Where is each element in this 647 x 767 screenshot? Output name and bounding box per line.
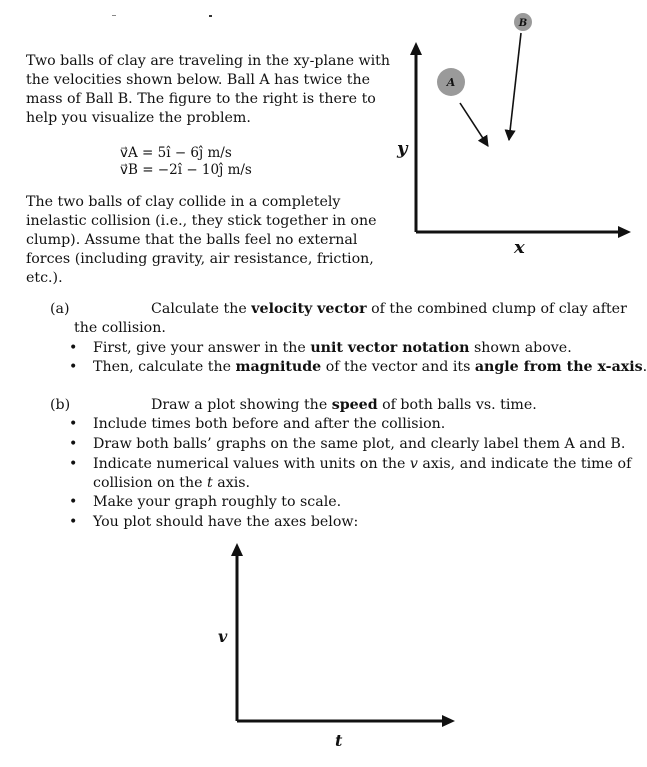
intro-line: the velocities shown below. Ball A has twice the (26, 72, 371, 88)
part-a-bullet (69, 358, 647, 377)
bullet-dot: • (69, 494, 78, 510)
t-axis-label: t (335, 731, 343, 750)
text-span: axis. (212, 475, 251, 491)
collision-line: The two balls of clay collide in a completely (26, 194, 341, 210)
part-a-prompt-line1 (151, 300, 627, 319)
emphasis: unit vector notation (310, 340, 470, 356)
bullet-dot: • (69, 436, 78, 452)
equation-vb: v⃗B = −2î − 10ĵ m/s (120, 162, 252, 178)
text-span: Then, calculate the (93, 359, 236, 375)
part-b-bullet (69, 455, 632, 474)
part-b-bullet (69, 493, 342, 512)
bullet-dot: • (69, 359, 78, 375)
bullet-dot: • (69, 340, 78, 356)
intro-line: help you visualize the problem. (26, 110, 251, 126)
y-axis-arrowhead (410, 42, 422, 55)
text-span: shown above. (469, 340, 572, 356)
bullet-dot: • (69, 416, 78, 432)
x-axis-arrowhead (618, 226, 631, 238)
text-span: of the vector and its (321, 359, 475, 375)
part-a-bullet (69, 339, 572, 358)
t-axis-arrowhead (442, 715, 455, 727)
collision-line: etc.). (26, 270, 63, 286)
v-axis-arrowhead (231, 543, 243, 556)
text-span: Include times both before and after the collision. (93, 416, 446, 432)
intro-line: Two balls of clay are traveling in the xy-plane with (26, 53, 391, 69)
collision-line: forces (including gravity, air resistance, friction, (26, 251, 374, 267)
emphasis: angle from the x-axis (474, 359, 643, 375)
part-b-label: (b) (50, 397, 71, 413)
part-a-label: (a) (50, 301, 70, 317)
velocity-arrow-a (460, 103, 488, 146)
text-span: of the combined clump of clay after (366, 301, 627, 317)
part-b-bullet (69, 415, 446, 434)
text-span: axis, and indicate the time of (417, 456, 632, 472)
text-span: First, give your answer in the (93, 340, 311, 356)
part-b-prompt-line1 (151, 396, 537, 415)
bullet-dot: • (69, 514, 78, 530)
part-a-prompt-line2: the collision. (74, 320, 166, 336)
text-span: Draw both balls’ graphs on the same plot, and clearly label them A and B. (93, 436, 626, 452)
y-axis-label: y (397, 138, 408, 159)
x-axis-label: x (514, 237, 525, 258)
part-b-bullet-continuation (93, 474, 250, 493)
ball-a-label: A (446, 76, 456, 89)
speed-time-axes (0, 530, 633, 767)
part-b-bullet (69, 435, 626, 454)
text-span: You plot should have the axes below: (93, 514, 359, 530)
text-span: . (642, 359, 647, 375)
equation-va: v⃗A = 5î − 6ĵ m/s (120, 145, 232, 161)
velocity-figure (0, 0, 633, 300)
text-span: Draw a plot showing the (151, 397, 332, 413)
emphasis: speed (331, 397, 378, 413)
v-axis-label: v (218, 627, 228, 646)
velocity-arrow-b (509, 33, 521, 140)
emphasis: velocity vector (251, 301, 367, 317)
intro-line: mass of Ball B. The figure to the right is there to (26, 91, 376, 107)
text-span: Indicate numerical values with units on the (93, 456, 410, 472)
text-span: Calculate the (151, 301, 252, 317)
variable: t (207, 475, 213, 491)
collision-line: clump). Assume that the balls feel no external (26, 232, 358, 248)
bullet-dot: • (69, 456, 78, 472)
text-span: collision on the (93, 475, 208, 491)
text-span: of both balls vs. time. (377, 397, 537, 413)
ball-b-label: B (518, 18, 528, 29)
text-span: Make your graph roughly to scale. (93, 494, 342, 510)
emphasis: magnitude (235, 359, 322, 375)
variable: v (409, 456, 418, 472)
collision-line: inelastic collision (i.e., they stick together in one (26, 213, 377, 229)
